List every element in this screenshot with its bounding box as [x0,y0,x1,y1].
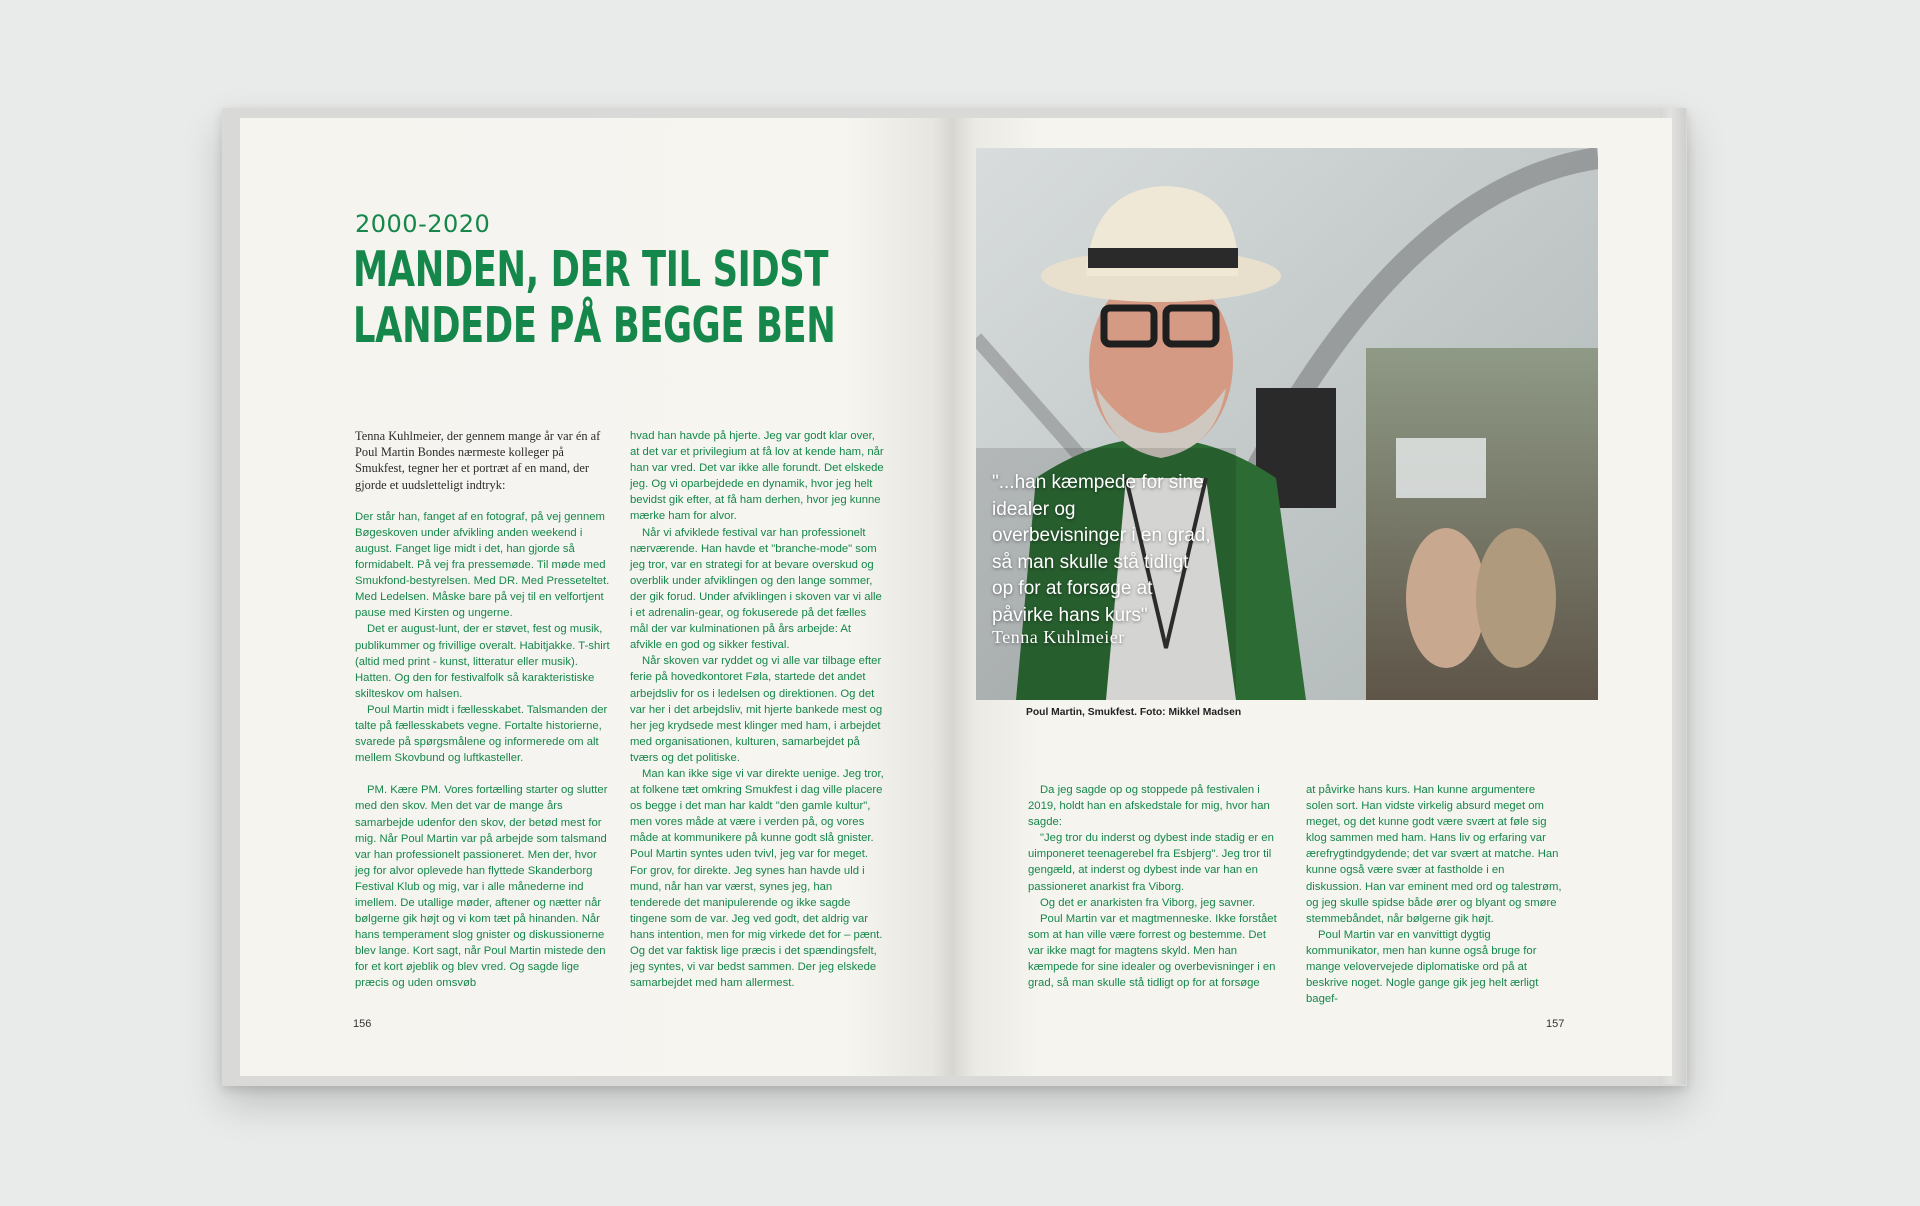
body-paragraph: Og det er anarkisten fra Viborg, jeg savner. [1040,896,1256,909]
page-number-right: 157 [1546,1018,1565,1030]
left-column-1 [355,428,613,992]
pull-quote-author: Tenna Kuhlmeier [992,627,1125,647]
body-paragraph: "Jeg tror du inderst og dybest inde stadig er en uimponeret teenagerebel fra Esbjerg". Jeg tror til gengæld, at inderst og dybest inde var han en passioneret anarkist fra Viborg. [1028,832,1274,893]
body-paragraph: Det er august-lunt, der er støvet, fest og musik, publikummer og frivillige overalt. Habitjakke. T-shirt (altid med print - kunst, litteratur eller musik). Hatten. Og den for festivalfolk så karakteristiske skilteskov om halsen. [355,623,610,700]
body-paragraph: hvad han havde på hjerte. Jeg var godt klar over, at det var et privilegium at få lov at kende ham, når han var vred. Det var ikke alle forundt. Det elskede jeg. Og vi oparbejdede en dynamik, hvor jeg helt bevidst gik efter, at få ham derhen, hvor jeg kunne mærke ham for alvor. [630,430,884,523]
photo-caption: Poul Martin, Smukfest. Foto: Mikkel Madsen [1026,707,1242,718]
intro-paragraph: Tenna Kuhlmeier, der gennem mange år var én af Poul Martin Bondes nærmeste kolleger på Smukfest, tegner her et portræt af en mand, der gjorde et uudsletteligt indtryk: [355,429,601,492]
headline-line-2: LANDEDE PÅ BEGGE BEN [353,297,836,354]
right-page [954,118,1672,1076]
left-page [240,118,954,1076]
portrait-photo [976,148,1598,700]
headline-line-1: MANDEN, DER TIL SIDST [353,241,829,298]
chapter-years: 2000-2020 [355,210,491,238]
body-paragraph: Når vi afviklede festival var han professionelt nærværende. Han havde et "branche-mode" som jeg tror, var en strategi for at bevare overskud og overblik under afviklingen og den lange sommer, der gik forud. Under afviklingen i skoven var vi alle i et adrenalin-gear, og fokuserede på det fælles mål der var kulminationen på års arbejde: At afvikle en god og sikker festival. [630,526,882,652]
left-column-2 [630,428,886,991]
body-paragraph: PM. Kære PM. Vores fortælling starter og slutter med den skov. Men det var de mange års samarbejde udenfor den skov, der betød mest for mig. Når Poul Martin var på arbejde som talsmand var han professionelt passioneret. Men der, hvor jeg for alvor oplevede han flyttede Skanderborg Festival Klub og mig, var i alle månederne ind imellem. De utallige møder, aftener og nætter når bølgerne gik højt og vi kom tæt på hinanden. Når hans temperament slog gnister og diskussionerne blev lange. Kort sagt, når Poul Martin mistede den for et kort øjeblik og blev vred. Og sagde lige præcis og uden omsvøb [355,784,608,990]
chapter-headline [353,241,836,354]
body-paragraph: Man kan ikke sige vi var direkte uenige. Jeg tror, at folkene tæt omkring Smukfest i dag ville placere os begge i det man har kaldt "den gamle kultur", men vores måde at være i verden på, og vores måde at kommunikere på kunne godt slå gnister. Poul Martin syntes uden tvivl, jeg var for meget. For grov, for direkte. Jeg synes han havde uld i mund, når han var værst, synes jeg, han tenderede det manipulerende og ikke sagde tingene som de var. Jeg ved godt, det aldrig var hans intention, men for mig virkede det for – pænt. Og det var faktisk lige præcis i det spændingsfelt, jeg syntes, vi var bedst sammen. Der jeg elskede samarbejdet med ham allermest. [630,767,884,990]
body-paragraph: Da jeg sagde op og stoppede på festivalen i 2019, holdt han en afskedstale for mig, hvor han sagde: [1028,784,1270,829]
body-paragraph: Poul Martin var et magtmenneske. Ikke forstået som at han ville være forrest og bestemme. Det var ikke magt for magtens skyld. Men han kæmpede for sine idealer og overbevisninger i en grad, så man skulle stå tidligt op for at forsøge [1028,912,1277,990]
body-paragraph: at påvirke hans kurs. Han kunne argumentere solen sort. Han vidste virkelig absurd meget om meget, og det kunne godt være svært at føle sig klog sammen med ham. Hans liv og erfaring var ærefrygtindgydende; det var svært at matche. Han kunne også være svær at fastholde i en diskussion. Han var eminent med ord og talestrøm, og jeg skulle spidse både ører og blyant og smøre stemmebåndet, når bølgerne gik højt. [1306,784,1562,925]
page-number-left: 156 [353,1018,372,1030]
body-paragraph: Når skoven var ryddet og vi alle var tilbage efter ferie på hovedkontoret Føla, startede det andet arbejdsliv for os i ledelsen og direktionen. Og det var her i det arbejdsliv, mit hjerte bankede mest og her jeg krydsede mest klinger med ham, i arbejdet med organisationen, kulturen, samarbejdet på tværs og det politiske. [630,655,883,764]
body-paragraph: Poul Martin midt i fællesskabet. Talsmanden der talte på fællesskabets vegne. Fortalte historierne, svarede på spørgsmålene og informerede om alt mellem Skovbund og luftkasteller. [355,703,608,765]
right-column-1 [1028,782,1284,991]
body-paragraph: Der står han, fanget af en fotograf, på vej gennem Bøgeskoven under afvikling anden weekend i august. Fanget lige midt i det, han gjorde så formidabelt. På vej fra pressemøde. Til møde med Smukfond-bestyrelsen. Med DR. Med Presseteltet. Med Ledelsen. Måske bare på vej til en velfortjent pause med Kirsten og ungerne. [355,510,610,620]
body-paragraph: Poul Martin var en vanvittigt dygtig kommunikator, men han kunne også bruge for mange velovervejede diplomatiske ord på at beskrive noget. Nogle gange gik jeg helt ærligt bagef- [1306,928,1539,1006]
right-column-2 [1306,782,1562,1007]
pull-quote: "...han kæmpede for sine idealer og overbevisninger i en grad, så man skulle stå tidligt op for at forsøge at påvirke hans kurs" [992,472,1211,626]
